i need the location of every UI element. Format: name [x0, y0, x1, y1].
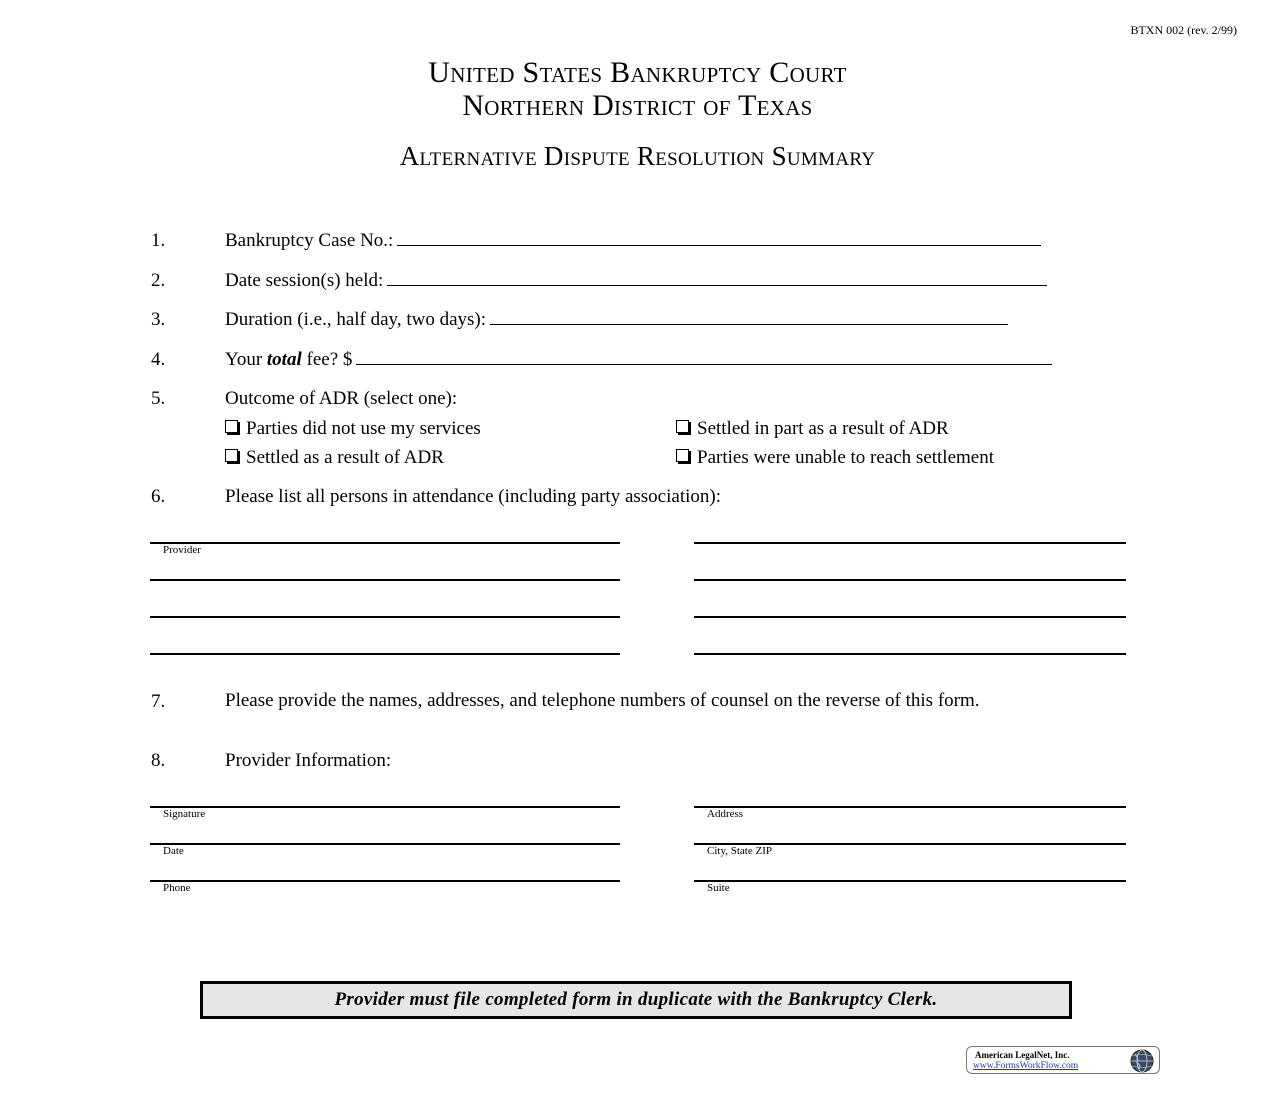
attendee-line-right-4[interactable]	[694, 653, 1126, 655]
address-caption: Address	[707, 808, 744, 820]
filing-notice	[200, 981, 1072, 1019]
q8-label: Provider Information:	[225, 750, 392, 771]
checkbox-icon[interactable]	[676, 449, 689, 462]
outcome-option-settled-in-part[interactable]	[676, 418, 949, 440]
date-line[interactable]	[150, 843, 620, 845]
phone-line[interactable]	[150, 880, 620, 882]
q7-number: 7.	[151, 691, 166, 712]
option-label: Settled as a result of ADR	[246, 447, 444, 468]
q1-label: Bankruptcy Case No.:	[225, 230, 394, 251]
option-label: Settled in part as a result of ADR	[697, 418, 949, 439]
publisher-logo	[966, 1046, 1160, 1074]
q3-number: 3.	[151, 309, 166, 330]
outcome-option-settled[interactable]	[225, 447, 444, 469]
checkbox-icon[interactable]	[225, 420, 238, 433]
signature-line[interactable]	[150, 806, 620, 808]
signature-caption: Signature	[163, 808, 206, 820]
suite-caption: Suite	[707, 882, 730, 894]
checkbox-icon[interactable]	[676, 420, 689, 433]
district-name: Northern District of Texas	[462, 89, 813, 122]
outcome-option-no-settlement[interactable]	[676, 447, 994, 469]
q2-row	[225, 270, 1047, 292]
case-number-field[interactable]	[397, 230, 1041, 246]
q1-row	[225, 230, 1041, 252]
attendee-line-right-1[interactable]	[694, 542, 1126, 544]
address-line[interactable]	[694, 806, 1126, 808]
attendee-line-right-2[interactable]	[694, 579, 1126, 581]
attendee-line-left-4[interactable]	[150, 653, 620, 655]
q5-label: Outcome of ADR (select one):	[225, 388, 458, 409]
q5-number: 5.	[151, 388, 166, 409]
form-title: Alternative Dispute Resolution Summary	[399, 141, 876, 171]
checkbox-icon[interactable]	[225, 449, 238, 462]
q2-number: 2.	[151, 270, 166, 291]
q4-label-pre: Your	[225, 349, 267, 370]
q6-number: 6.	[151, 486, 166, 507]
city-state-zip-caption: City, State ZIP	[707, 845, 772, 857]
attendee-line-left-2[interactable]	[150, 579, 620, 581]
session-date-field[interactable]	[387, 270, 1047, 286]
q4-label-post: fee? $	[301, 349, 353, 370]
q3-label: Duration (i.e., half day, two days):	[225, 309, 486, 330]
suite-line[interactable]	[694, 880, 1126, 882]
q1-number: 1.	[151, 230, 166, 251]
q4-number: 4.	[151, 349, 166, 370]
duration-field[interactable]	[490, 309, 1008, 325]
globe-icon	[1129, 1048, 1155, 1074]
provider-caption: Provider	[163, 544, 201, 556]
attendee-line-left-3[interactable]	[150, 616, 620, 618]
attendee-line-left-1[interactable]	[150, 542, 620, 544]
option-label: Parties did not use my services	[246, 418, 481, 439]
q4-label-emphasis: total	[266, 349, 302, 370]
option-label: Parties were unable to reach settlement	[697, 447, 995, 468]
fee-field[interactable]	[356, 349, 1052, 365]
q8-number: 8.	[151, 750, 166, 771]
attendee-line-right-3[interactable]	[694, 616, 1126, 618]
phone-caption: Phone	[163, 882, 191, 894]
q3-row	[225, 309, 1008, 331]
publisher-name: American LegalNet, Inc.	[975, 1050, 1070, 1060]
form-id: BTXN 002 (rev. 2/99)	[1130, 23, 1237, 37]
filing-notice-text: Provider must file completed form in duplicate with the Bankruptcy Clerk.	[334, 989, 938, 1010]
date-caption: Date	[163, 845, 184, 857]
publisher-url[interactable]: www.FormsWorkFlow.com	[973, 1061, 1079, 1071]
court-name: United States Bankruptcy Court	[428, 56, 847, 89]
outcome-option-not-used[interactable]	[225, 418, 481, 440]
q2-label: Date session(s) held:	[225, 270, 384, 291]
q6-label: Please list all persons in attendance (including party association):	[225, 486, 721, 507]
q4-row	[225, 349, 1052, 371]
q7-label: Please provide the names, addresses, and telephone numbers of counsel on the reverse of this form.	[225, 690, 980, 711]
